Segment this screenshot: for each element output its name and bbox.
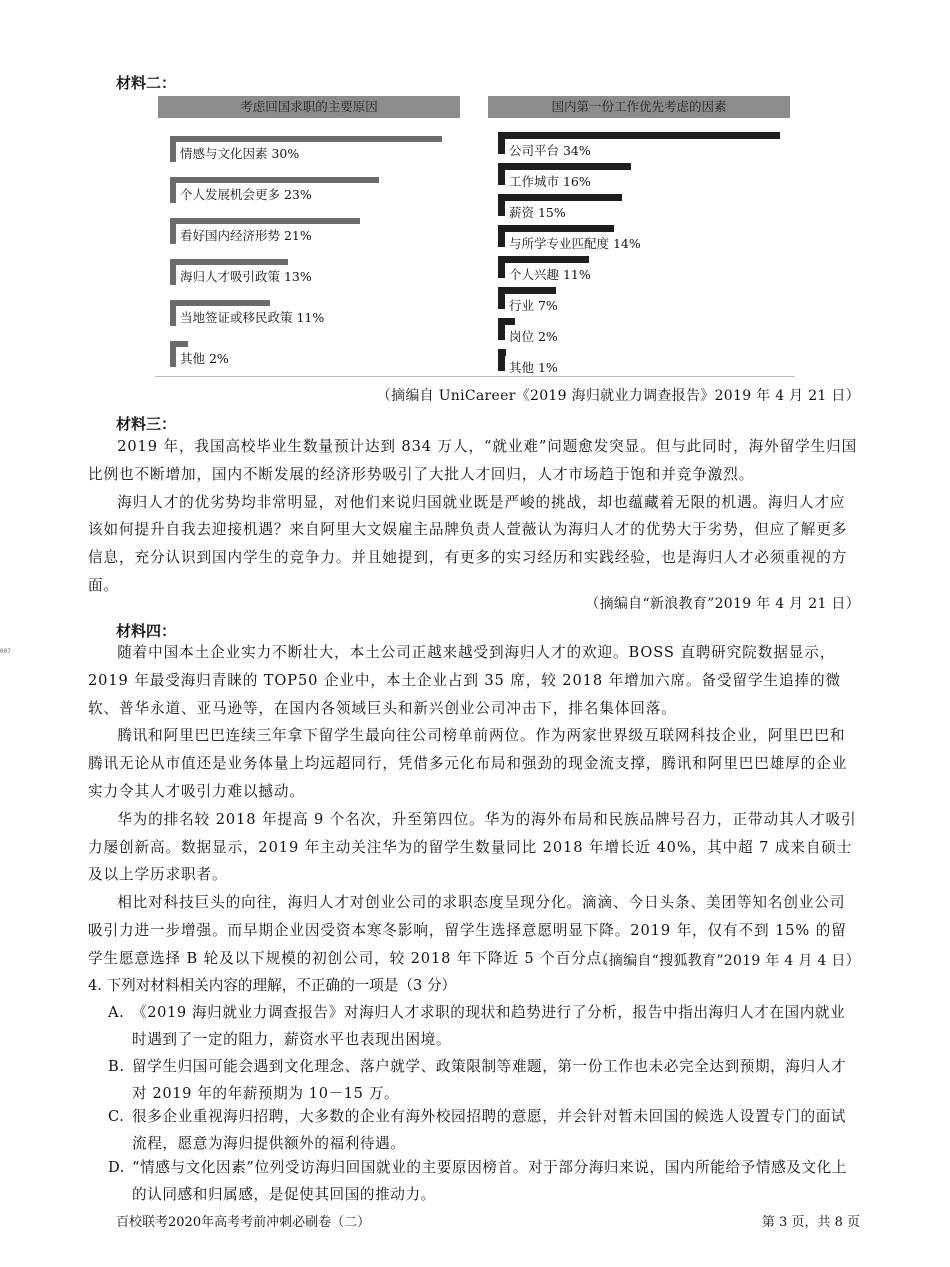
bar-bracket	[170, 341, 176, 367]
bar-label: 其他 2%	[180, 351, 229, 366]
material4-paragraph: 随着中国本土企业实力不断壮大，本土公司正越来越受到海归人才的欢迎。BOSS 直聘研究院数据显示，2019 年最受海归青睐的 TOP50 企业中，本土企业占到 35 席，较 2018 年增加六席。备受留学生追捧的微软、普华永道、亚马逊等，在国内各领域巨头和新兴创业公司冲击下，排名集体回落。	[88, 644, 841, 717]
bar	[170, 300, 270, 306]
material4-paragraph: 华为的排名较 2018 年提高 9 个名次，升至第四位。华为的海外布局和民族品牌号召力，正带动其人才吸引力屡创新高。数据显示，2019 年主动关注华为的留学生数量同比 2018 年增长近 40%，其中超 7 成来自硕士及以上学历求职者。	[88, 810, 857, 884]
bar-bracket	[498, 349, 505, 371]
bar	[170, 259, 288, 265]
bar-label: 行业 7%	[509, 298, 558, 313]
bar-bracket	[170, 300, 176, 326]
bar-label: 工作城市 16%	[509, 174, 591, 189]
bar-bracket	[498, 194, 505, 216]
bar	[498, 256, 589, 263]
bar-label: 其他 1%	[509, 360, 558, 375]
material4-paragraph: 相比对科技巨头的向往，海归人才对创业公司的求职态度呈现分化。滴滴、今日头条、美团等知名创业公司吸引力进一步增强。而早期企业因受资本寒冬影响，留学生选择意愿明显下降。2019 年，仅有不到 15% 的留学生愿意选择 B 轮及以下规模的初创公司，较 2018 年下降近 5 个百分点。	[88, 894, 847, 967]
material3-paragraph: 2019 年，我国高校毕业生数量预计达到 834 万人，“就业难”问题愈发突显。但与此同时，海外留学生归国比例也不断增加，国内不断发展的经济形势吸引了大批人才回归，人才市场趋于饱和并竞争激烈。	[88, 438, 858, 483]
chart-plot-area	[158, 118, 460, 379]
option-text: 很多企业重视海归招聘，大多数的企业有海外校园招聘的意愿，并会针对暂未回国的候选人设置专门的面试流程，愿意为海归提供额外的福利待遇。	[132, 1108, 847, 1152]
chart-title: 考虑回国求职的主要原因	[158, 96, 460, 118]
bar	[498, 287, 556, 294]
option-text: 《2019 海归就业力调查报告》对海归人才求职的现状和趋势进行了分析，报告中指出海归人才在国内就业时遇到了一定的阻力，薪资水平也表现出困境。	[132, 1004, 846, 1048]
material4-heading: 材料四：	[116, 622, 177, 640]
option-letter: C.	[108, 1108, 125, 1125]
material2-source: （摘编自 UniCareer《2019 海归就业力调查报告》2019 年 4 月 21 日）	[376, 388, 860, 404]
bar	[170, 136, 442, 142]
chart-return-reasons	[158, 96, 460, 379]
bar-bracket	[170, 136, 176, 162]
option-b[interactable]	[108, 1053, 860, 1107]
bar-label: 薪资 15%	[509, 205, 566, 220]
material3-heading: 材料三：	[116, 415, 177, 433]
chart-baseline-divider	[155, 376, 795, 377]
material3-source: （摘编自“新浪教育”2019 年 4 月 21 日）	[585, 596, 860, 612]
bar-label: 情感与文化因素 30%	[180, 146, 300, 161]
bar-bracket	[498, 318, 505, 340]
bar-label: 当地签证或移民政策 11%	[180, 310, 325, 325]
bar-bracket	[498, 163, 505, 185]
bar-label: 看好国内经济形势 21%	[180, 228, 312, 243]
bar-bracket	[170, 177, 176, 203]
material2-heading: 材料二：	[116, 74, 177, 92]
chart-title: 国内第一份工作优先考虑的因素	[488, 96, 790, 118]
bar-label: 与所学专业匹配度 14%	[509, 236, 641, 251]
bar-bracket	[170, 259, 176, 285]
bar-label: 海归人才吸引政策 13%	[180, 269, 312, 284]
option-d[interactable]	[108, 1154, 860, 1208]
footer-exam-title: 百校联考2020年高考考前冲刺必刷卷（二）	[116, 1215, 371, 1230]
material4-source: （摘编自“搜狐教育”2019 年 4 月 4 日）	[594, 953, 860, 969]
material4-body	[88, 639, 860, 973]
option-c[interactable]	[108, 1103, 860, 1157]
bar	[498, 225, 614, 232]
question-stem: 4. 下列对材料相关内容的理解，不正确的一项是（3 分）	[88, 977, 457, 994]
bar-bracket	[498, 256, 505, 278]
option-a[interactable]	[108, 999, 860, 1053]
material3-body	[88, 433, 860, 600]
bar-bracket	[170, 218, 176, 244]
option-letter: A.	[108, 1004, 125, 1021]
option-letter: B.	[108, 1058, 125, 1075]
bar-bracket	[498, 225, 505, 247]
option-letter: D.	[108, 1159, 126, 1176]
bar	[498, 163, 631, 170]
bar	[498, 132, 780, 139]
chart-plot-area	[488, 118, 790, 379]
chart-first-job-factors	[488, 96, 790, 379]
bar	[170, 218, 360, 224]
option-text: 留学生归国可能会遇到文化理念、落户就学、政策限制等难题，第一份工作也未必完全达到预期，海归人才对 2019 年的年薪预期为 10－15 万。	[132, 1058, 847, 1102]
bar-bracket	[498, 132, 505, 154]
option-text: “情感与文化因素”位列受访海归回国就业的主要原因榜首。对于部分海归来说，国内所能给予情感及文化上的认同感和归属感，是促使其回国的推动力。	[132, 1159, 848, 1203]
bar-label: 个人兴趣 11%	[509, 267, 591, 282]
bar	[170, 177, 379, 183]
bar-bracket	[498, 287, 505, 309]
footer-page-number: 第 3 页，共 8 页	[761, 1215, 860, 1230]
material4-paragraph: 腾讯和阿里巴巴连续三年拿下留学生最向往公司榜单前两位。作为两家世界级互联网科技企业，阿里巴巴和腾讯无论从市值还是业务体量上均远超同行，凭借多元化布局和强劲的现金流支撑，腾讯和阿里巴巴雄厚的企业实力令其人才吸引力难以撼动。	[88, 727, 848, 800]
bar-label: 岗位 2%	[509, 329, 558, 344]
margin-mark: 007	[0, 648, 11, 655]
material3-paragraph: 海归人才的优劣势均非常明显，对他们来说归国就业既是严峻的挑战，却也蕴藏着无限的机遇。海归人才应该如何提升自我去迎接机遇？来自阿里大文娱雇主品牌负责人萱薇认为海归人才的优势大于劣势，但应了解更多信息，充分认识到国内学生的竞争力。并且她提到，有更多的实习经历和实践经验，也是海归人才必须重视的方面。	[88, 493, 848, 594]
bar-label: 公司平台 34%	[509, 143, 591, 158]
bar	[498, 194, 622, 201]
bar-label: 个人发展机会更多 23%	[180, 187, 312, 202]
